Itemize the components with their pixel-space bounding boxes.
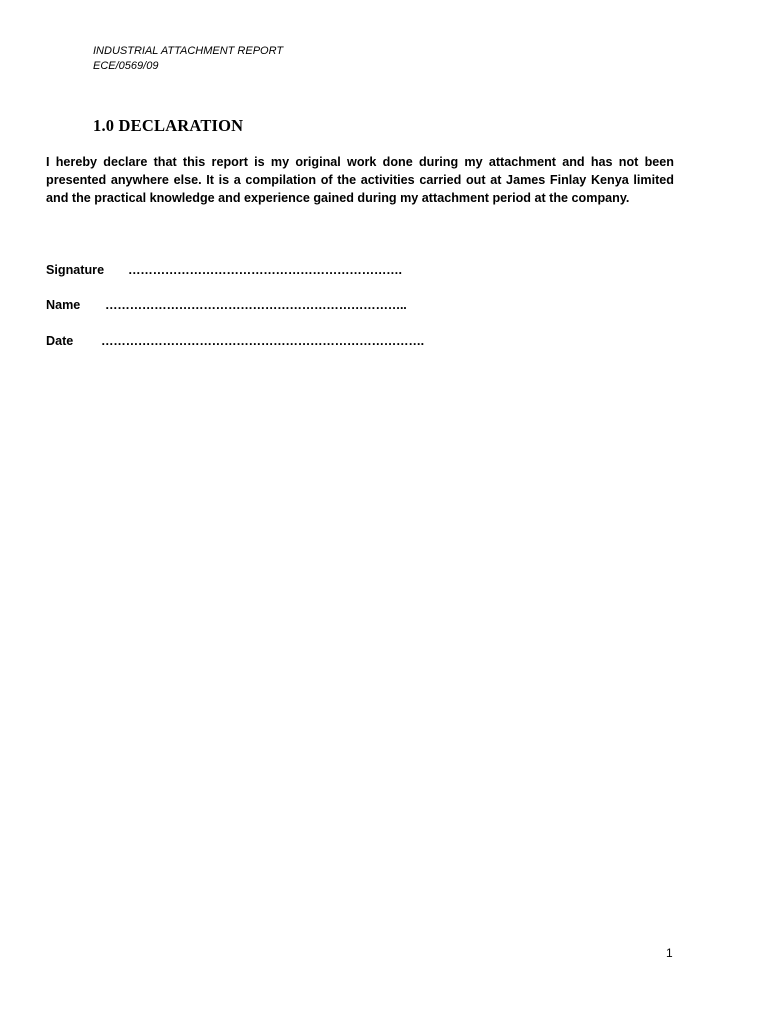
- name-field: [46, 298, 407, 312]
- name-line: ………………………………………………………………..: [105, 298, 407, 312]
- date-line: …………………………………………………………………….: [101, 334, 424, 348]
- section-heading: 1.0 DECLARATION: [93, 116, 244, 135]
- running-header: [93, 44, 283, 74]
- name-label: Name: [46, 298, 81, 312]
- report-code: ECE/0569/09: [93, 60, 159, 72]
- signature-label: Signature: [46, 263, 105, 277]
- date-field: [46, 334, 424, 348]
- page-number: 1: [666, 946, 673, 960]
- report-title: INDUSTRIAL ATTACHMENT REPORT: [93, 45, 284, 57]
- signature-field: [46, 263, 402, 277]
- date-label: Date: [46, 334, 74, 348]
- declaration-paragraph: I hereby declare that this report is my original work done during my attachment and has not been presented anywhere else. It is a compilation of the activities carried out at James Finlay Kenya limited and the practical knowledge and experience gained during my attachment period at the company.: [46, 155, 674, 205]
- signature-line: ………………………………………………………….: [128, 263, 402, 277]
